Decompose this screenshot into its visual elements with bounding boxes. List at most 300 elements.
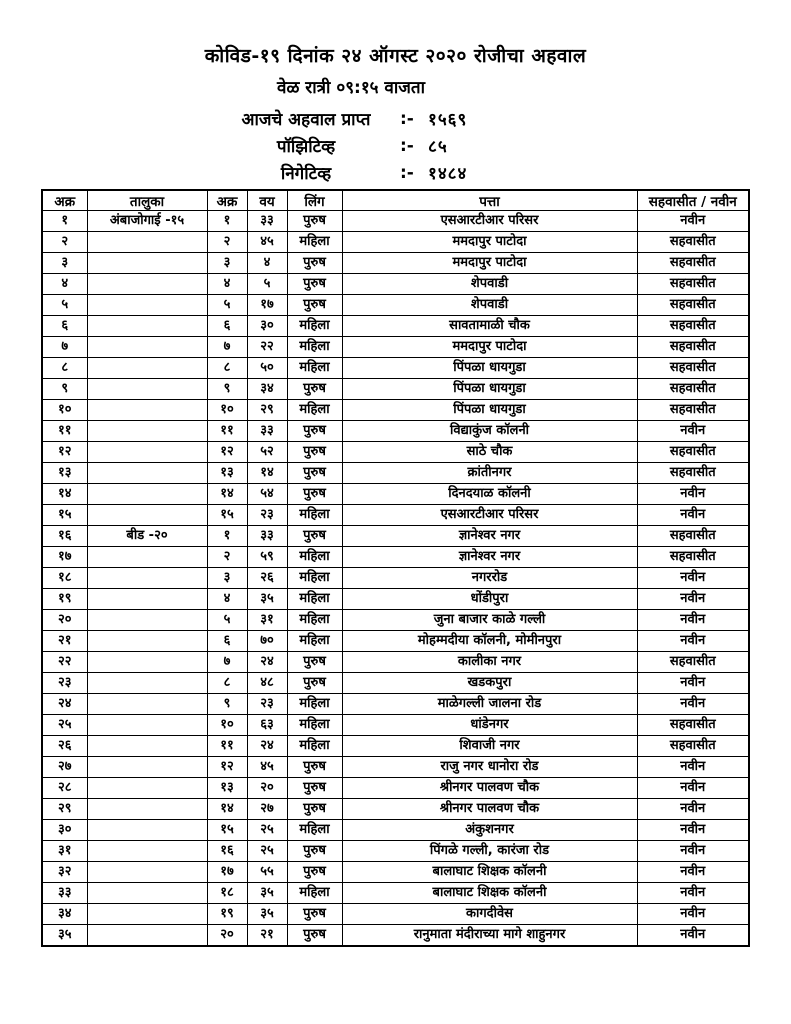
table-row xyxy=(42,463,749,484)
cell-gender: पुरुष xyxy=(287,862,342,883)
cell-gender: महिला xyxy=(287,505,342,526)
cell-gender: महिला xyxy=(287,694,342,715)
cell-address: ममदापुर पाटोदा xyxy=(342,253,637,274)
cell-status: सहवासीत xyxy=(637,442,749,463)
table-row xyxy=(42,778,749,799)
cell-status: सहवासीत xyxy=(637,295,749,316)
cell-address: दिनदयाळ कॉलनी xyxy=(342,484,637,505)
table-row xyxy=(42,631,749,652)
cell-sub-serial: ३ xyxy=(207,253,247,274)
cell-age: ७० xyxy=(247,631,287,652)
report-header xyxy=(0,0,791,186)
cell-age: २१ xyxy=(247,925,287,947)
cell-age: ३१ xyxy=(247,610,287,631)
cell-sub-serial: ३ xyxy=(207,568,247,589)
cell-address: ज्ञानेश्वर नगर xyxy=(342,547,637,568)
cell-address: ममदापुर पाटोदा xyxy=(342,232,637,253)
cell-age: ५ xyxy=(247,274,287,295)
cell-sub-serial: १६ xyxy=(207,841,247,862)
cell-status: सहवासीत xyxy=(637,715,749,736)
cell-serial: १८ xyxy=(42,568,87,589)
cell-serial: १० xyxy=(42,400,87,421)
cell-gender: महिला xyxy=(287,358,342,379)
table-row xyxy=(42,820,749,841)
cell-status: नवीन xyxy=(637,484,749,505)
cell-sub-serial: १५ xyxy=(207,505,247,526)
cell-status: सहवासीत xyxy=(637,736,749,757)
column-header-sub-serial: अक्र xyxy=(207,190,247,211)
table-row xyxy=(42,694,749,715)
cell-address: शेपवाडी xyxy=(342,274,637,295)
column-header-age: वय xyxy=(247,190,287,211)
cell-address: एसआरटीआर परिसर xyxy=(342,505,637,526)
cell-gender: पुरुष xyxy=(287,442,342,463)
cell-taluka xyxy=(87,694,207,715)
cell-serial: २९ xyxy=(42,799,87,820)
column-header-serial: अक्र xyxy=(42,190,87,211)
cell-taluka xyxy=(87,820,207,841)
cell-serial: २१ xyxy=(42,631,87,652)
cell-gender: पुरुष xyxy=(287,463,342,484)
cell-taluka xyxy=(87,316,207,337)
cell-sub-serial: ८ xyxy=(207,358,247,379)
cell-status: सहवासीत xyxy=(637,526,749,547)
cell-age: २४ xyxy=(247,736,287,757)
cell-gender: पुरुष xyxy=(287,484,342,505)
cell-status: सहवासीत xyxy=(637,547,749,568)
cell-age: ४ xyxy=(247,253,287,274)
cell-gender: पुरुष xyxy=(287,421,342,442)
cell-status: नवीन xyxy=(637,925,749,947)
cell-taluka xyxy=(87,589,207,610)
cell-status: नवीन xyxy=(637,505,749,526)
column-header-status: सहवासीत / नवीन xyxy=(637,190,749,211)
cell-serial: २७ xyxy=(42,757,87,778)
cell-taluka xyxy=(87,484,207,505)
cell-address: श्रीनगर पालवण चौक xyxy=(342,799,637,820)
table-row xyxy=(42,862,749,883)
cell-gender: पुरुष xyxy=(287,904,342,925)
stat-separator: :- xyxy=(400,135,414,156)
cell-serial: ३५ xyxy=(42,925,87,947)
table-row xyxy=(42,799,749,820)
cell-sub-serial: ५ xyxy=(207,610,247,631)
cell-status: नवीन xyxy=(637,421,749,442)
cell-sub-serial: १० xyxy=(207,400,247,421)
cell-sub-serial: ८ xyxy=(207,673,247,694)
report-table-body xyxy=(42,211,749,947)
cell-address: कालीका नगर xyxy=(342,652,637,673)
cell-gender: महिला xyxy=(287,547,342,568)
table-row xyxy=(42,211,749,232)
cell-address: रानुमाता मंदीराच्या मागे शाहुनगर xyxy=(342,925,637,947)
cell-taluka xyxy=(87,925,207,947)
cell-address: नगररोड xyxy=(342,568,637,589)
cell-sub-serial: ११ xyxy=(207,421,247,442)
cell-taluka xyxy=(87,610,207,631)
stat-row-positive xyxy=(230,132,791,159)
cell-gender: महिला xyxy=(287,316,342,337)
cell-age: २० xyxy=(247,778,287,799)
cell-sub-serial: १ xyxy=(207,526,247,547)
column-header-address: पत्ता xyxy=(342,190,637,211)
cell-address: धोंडीपुरा xyxy=(342,589,637,610)
table-row xyxy=(42,253,749,274)
cell-status: सहवासीत xyxy=(637,232,749,253)
cell-sub-serial: १३ xyxy=(207,778,247,799)
cell-serial: २३ xyxy=(42,673,87,694)
table-row xyxy=(42,337,749,358)
stat-value: १५६९ xyxy=(428,110,468,130)
cell-serial: १ xyxy=(42,211,87,232)
cell-sub-serial: १३ xyxy=(207,463,247,484)
cell-gender: पुरुष xyxy=(287,526,342,547)
table-row xyxy=(42,757,749,778)
cell-address: माळेगल्ली जालना रोड xyxy=(342,694,637,715)
table-row xyxy=(42,295,749,316)
cell-address: क्रांतीनगर xyxy=(342,463,637,484)
cell-address: अंकुशनगर xyxy=(342,820,637,841)
table-row xyxy=(42,589,749,610)
cell-taluka xyxy=(87,442,207,463)
cell-age: २३ xyxy=(247,505,287,526)
cell-address: श्रीनगर पालवण चौक xyxy=(342,778,637,799)
cell-serial: १५ xyxy=(42,505,87,526)
cell-status: नवीन xyxy=(637,211,749,232)
cell-gender: पुरुष xyxy=(287,778,342,799)
cell-serial: २४ xyxy=(42,694,87,715)
cell-status: सहवासीत xyxy=(637,274,749,295)
cell-address: शिवाजी नगर xyxy=(342,736,637,757)
cell-age: २५ xyxy=(247,841,287,862)
cell-serial: १२ xyxy=(42,442,87,463)
cell-serial: ३१ xyxy=(42,841,87,862)
cell-address: विद्याकुंज कॉलनी xyxy=(342,421,637,442)
cell-sub-serial: ९ xyxy=(207,694,247,715)
cell-status: नवीन xyxy=(637,778,749,799)
cell-serial: ३२ xyxy=(42,862,87,883)
cell-gender: पुरुष xyxy=(287,673,342,694)
cell-address: ज्ञानेश्वर नगर xyxy=(342,526,637,547)
cell-age: ३५ xyxy=(247,904,287,925)
cell-sub-serial: ६ xyxy=(207,631,247,652)
cell-taluka xyxy=(87,631,207,652)
table-row xyxy=(42,526,749,547)
cell-sub-serial: १५ xyxy=(207,820,247,841)
cell-taluka: अंबाजोगाई -१५ xyxy=(87,211,207,232)
cell-serial: २८ xyxy=(42,778,87,799)
cell-status: नवीन xyxy=(637,799,749,820)
cell-status: नवीन xyxy=(637,610,749,631)
cell-taluka xyxy=(87,274,207,295)
cell-status: नवीन xyxy=(637,904,749,925)
cell-status: सहवासीत xyxy=(637,463,749,484)
cell-gender: पुरुष xyxy=(287,253,342,274)
cell-status: नवीन xyxy=(637,862,749,883)
cell-address: पिंगळे गल्ली, कारंजा रोड xyxy=(342,841,637,862)
cell-sub-serial: ९ xyxy=(207,379,247,400)
cell-age: ३५ xyxy=(247,883,287,904)
cell-gender: पुरुष xyxy=(287,379,342,400)
cell-serial: २५ xyxy=(42,715,87,736)
cell-taluka xyxy=(87,673,207,694)
cell-sub-serial: १२ xyxy=(207,757,247,778)
cell-taluka xyxy=(87,736,207,757)
cell-address: राजु नगर धानोरा रोड xyxy=(342,757,637,778)
covid-report-table xyxy=(41,189,750,947)
cell-status: नवीन xyxy=(637,631,749,652)
cell-address: सावतामाळी चौक xyxy=(342,316,637,337)
cell-taluka xyxy=(87,547,207,568)
cell-gender: महिला xyxy=(287,337,342,358)
table-row xyxy=(42,568,749,589)
table-row xyxy=(42,736,749,757)
stat-row-negative xyxy=(230,159,791,186)
cell-address: ममदापुर पाटोदा xyxy=(342,337,637,358)
cell-address: पिंपळा धायगुडा xyxy=(342,379,637,400)
cell-status: सहवासीत xyxy=(637,652,749,673)
table-row xyxy=(42,232,749,253)
cell-address: जुना बाजार काळे गल्ली xyxy=(342,610,637,631)
cell-serial: ७ xyxy=(42,337,87,358)
table-row xyxy=(42,925,749,947)
cell-taluka xyxy=(87,379,207,400)
cell-serial: २२ xyxy=(42,652,87,673)
stat-value: १४८४ xyxy=(428,164,468,184)
table-row xyxy=(42,547,749,568)
stat-label: पॉझिटिव्ह xyxy=(276,137,336,157)
cell-gender: महिला xyxy=(287,820,342,841)
cell-serial: ४ xyxy=(42,274,87,295)
cell-serial: १७ xyxy=(42,547,87,568)
cell-sub-serial: १ xyxy=(207,211,247,232)
table-row xyxy=(42,610,749,631)
table-row xyxy=(42,379,749,400)
cell-age: ३३ xyxy=(247,421,287,442)
cell-serial: ६ xyxy=(42,316,87,337)
cell-serial: २६ xyxy=(42,736,87,757)
stat-value: ८५ xyxy=(428,137,448,157)
cell-age: २६ xyxy=(247,568,287,589)
cell-sub-serial: १९ xyxy=(207,904,247,925)
cell-age: ३३ xyxy=(247,526,287,547)
cell-address: एसआरटीआर परिसर xyxy=(342,211,637,232)
table-header xyxy=(42,190,749,211)
cell-taluka xyxy=(87,715,207,736)
stat-label: आजचे अहवाल प्राप्त xyxy=(241,110,371,130)
cell-address: पिंपळा धायगुडा xyxy=(342,358,637,379)
cell-status: नवीन xyxy=(637,673,749,694)
cell-address: शेपवाडी xyxy=(342,295,637,316)
cell-address: कागदीवेस xyxy=(342,904,637,925)
cell-sub-serial: २ xyxy=(207,547,247,568)
report-title: कोविड-१९ दिनांक २४ ऑगस्ट २०२० रोजीचा अहवाल xyxy=(204,45,587,67)
cell-address: पिंपळा धायगुडा xyxy=(342,400,637,421)
cell-age: ५० xyxy=(247,358,287,379)
cell-sub-serial: २ xyxy=(207,232,247,253)
cell-serial: २० xyxy=(42,610,87,631)
cell-gender: महिला xyxy=(287,400,342,421)
table-row xyxy=(42,316,749,337)
cell-sub-serial: ७ xyxy=(207,652,247,673)
cell-sub-serial: १४ xyxy=(207,799,247,820)
cell-taluka xyxy=(87,232,207,253)
cell-age: ३५ xyxy=(247,589,287,610)
cell-gender: पुरुष xyxy=(287,799,342,820)
cell-address: बालाघाट शिक्षक कॉलनी xyxy=(342,883,637,904)
cell-taluka xyxy=(87,253,207,274)
table-header-row xyxy=(42,190,749,211)
cell-taluka xyxy=(87,652,207,673)
cell-status: सहवासीत xyxy=(637,316,749,337)
cell-gender: पुरुष xyxy=(287,211,342,232)
cell-age: १४ xyxy=(247,463,287,484)
cell-gender: महिला xyxy=(287,736,342,757)
table-row xyxy=(42,715,749,736)
cell-serial: ८ xyxy=(42,358,87,379)
cell-sub-serial: १२ xyxy=(207,442,247,463)
cell-status: नवीन xyxy=(637,883,749,904)
cell-gender: पुरुष xyxy=(287,274,342,295)
cell-gender: महिला xyxy=(287,883,342,904)
cell-gender: महिला xyxy=(287,589,342,610)
cell-taluka xyxy=(87,841,207,862)
stat-separator: :- xyxy=(400,108,414,129)
cell-age: २९ xyxy=(247,400,287,421)
cell-taluka xyxy=(87,358,207,379)
stat-row-reports-received xyxy=(230,105,791,132)
cell-status: सहवासीत xyxy=(637,358,749,379)
report-time: वेळ रात्री ०९:१५ वाजता xyxy=(277,78,425,98)
cell-address: खडकपुरा xyxy=(342,673,637,694)
cell-gender: महिला xyxy=(287,610,342,631)
cell-status: नवीन xyxy=(637,841,749,862)
cell-age: ५९ xyxy=(247,547,287,568)
cell-status: नवीन xyxy=(637,568,749,589)
cell-address: मोहम्मदीया कॉलनी, मोमीनपुरा xyxy=(342,631,637,652)
cell-taluka: बीड -२० xyxy=(87,526,207,547)
stat-separator: :- xyxy=(400,162,414,183)
cell-status: नवीन xyxy=(637,757,749,778)
cell-age: ५४ xyxy=(247,484,287,505)
cell-taluka xyxy=(87,505,207,526)
cell-sub-serial: ५ xyxy=(207,295,247,316)
cell-age: ३० xyxy=(247,316,287,337)
table-row xyxy=(42,505,749,526)
cell-gender: पुरुष xyxy=(287,295,342,316)
table-row xyxy=(42,841,749,862)
cell-gender: पुरुष xyxy=(287,841,342,862)
cell-taluka xyxy=(87,883,207,904)
cell-gender: पुरुष xyxy=(287,652,342,673)
cell-serial: ३४ xyxy=(42,904,87,925)
cell-serial: १६ xyxy=(42,526,87,547)
table-row xyxy=(42,442,749,463)
cell-age: २५ xyxy=(247,820,287,841)
cell-status: सहवासीत xyxy=(637,253,749,274)
cell-taluka xyxy=(87,421,207,442)
table-row xyxy=(42,400,749,421)
cell-serial: ९ xyxy=(42,379,87,400)
cell-status: नवीन xyxy=(637,589,749,610)
cell-sub-serial: ६ xyxy=(207,316,247,337)
cell-serial: ११ xyxy=(42,421,87,442)
cell-status: सहवासीत xyxy=(637,400,749,421)
cell-age: ३३ xyxy=(247,211,287,232)
stat-label: निगेटिव्ह xyxy=(280,164,332,184)
cell-taluka xyxy=(87,295,207,316)
cell-sub-serial: ४ xyxy=(207,274,247,295)
cell-gender: पुरुष xyxy=(287,925,342,947)
cell-address: बालाघाट शिक्षक कॉलनी xyxy=(342,862,637,883)
cell-status: नवीन xyxy=(637,694,749,715)
table-row xyxy=(42,673,749,694)
cell-taluka xyxy=(87,757,207,778)
cell-age: ५२ xyxy=(247,442,287,463)
cell-taluka xyxy=(87,337,207,358)
cell-serial: ३३ xyxy=(42,883,87,904)
cell-age: २४ xyxy=(247,652,287,673)
cell-taluka xyxy=(87,400,207,421)
cell-sub-serial: १८ xyxy=(207,883,247,904)
cell-sub-serial: १४ xyxy=(207,484,247,505)
cell-age: २७ xyxy=(247,799,287,820)
cell-gender: पुरुष xyxy=(287,757,342,778)
table-row xyxy=(42,883,749,904)
cell-age: ४५ xyxy=(247,232,287,253)
cell-serial: ३ xyxy=(42,253,87,274)
column-header-taluka: तालुका xyxy=(87,190,207,211)
column-header-gender: लिंग xyxy=(287,190,342,211)
cell-taluka xyxy=(87,904,207,925)
cell-age: १७ xyxy=(247,295,287,316)
cell-serial: ५ xyxy=(42,295,87,316)
table-row xyxy=(42,904,749,925)
table-row xyxy=(42,652,749,673)
cell-taluka xyxy=(87,568,207,589)
cell-sub-serial: ४ xyxy=(207,589,247,610)
report-stats xyxy=(230,105,791,186)
cell-gender: महिला xyxy=(287,232,342,253)
cell-gender: महिला xyxy=(287,568,342,589)
cell-taluka xyxy=(87,463,207,484)
cell-taluka xyxy=(87,778,207,799)
table-row xyxy=(42,421,749,442)
table-row xyxy=(42,358,749,379)
cell-age: २२ xyxy=(247,337,287,358)
cell-age: ६३ xyxy=(247,715,287,736)
cell-sub-serial: ११ xyxy=(207,736,247,757)
cell-address: साठे चौक xyxy=(342,442,637,463)
cell-gender: महिला xyxy=(287,631,342,652)
cell-status: नवीन xyxy=(637,820,749,841)
cell-status: सहवासीत xyxy=(637,379,749,400)
cell-taluka xyxy=(87,799,207,820)
cell-taluka xyxy=(87,862,207,883)
cell-serial: १४ xyxy=(42,484,87,505)
cell-serial: ३० xyxy=(42,820,87,841)
cell-sub-serial: २० xyxy=(207,925,247,947)
cell-sub-serial: १७ xyxy=(207,862,247,883)
cell-sub-serial: ७ xyxy=(207,337,247,358)
cell-address: धांडेनगर xyxy=(342,715,637,736)
cell-gender: महिला xyxy=(287,715,342,736)
cell-age: २३ xyxy=(247,694,287,715)
cell-status: सहवासीत xyxy=(637,337,749,358)
cell-age: ५५ xyxy=(247,862,287,883)
cell-age: ४५ xyxy=(247,757,287,778)
cell-age: ३४ xyxy=(247,379,287,400)
